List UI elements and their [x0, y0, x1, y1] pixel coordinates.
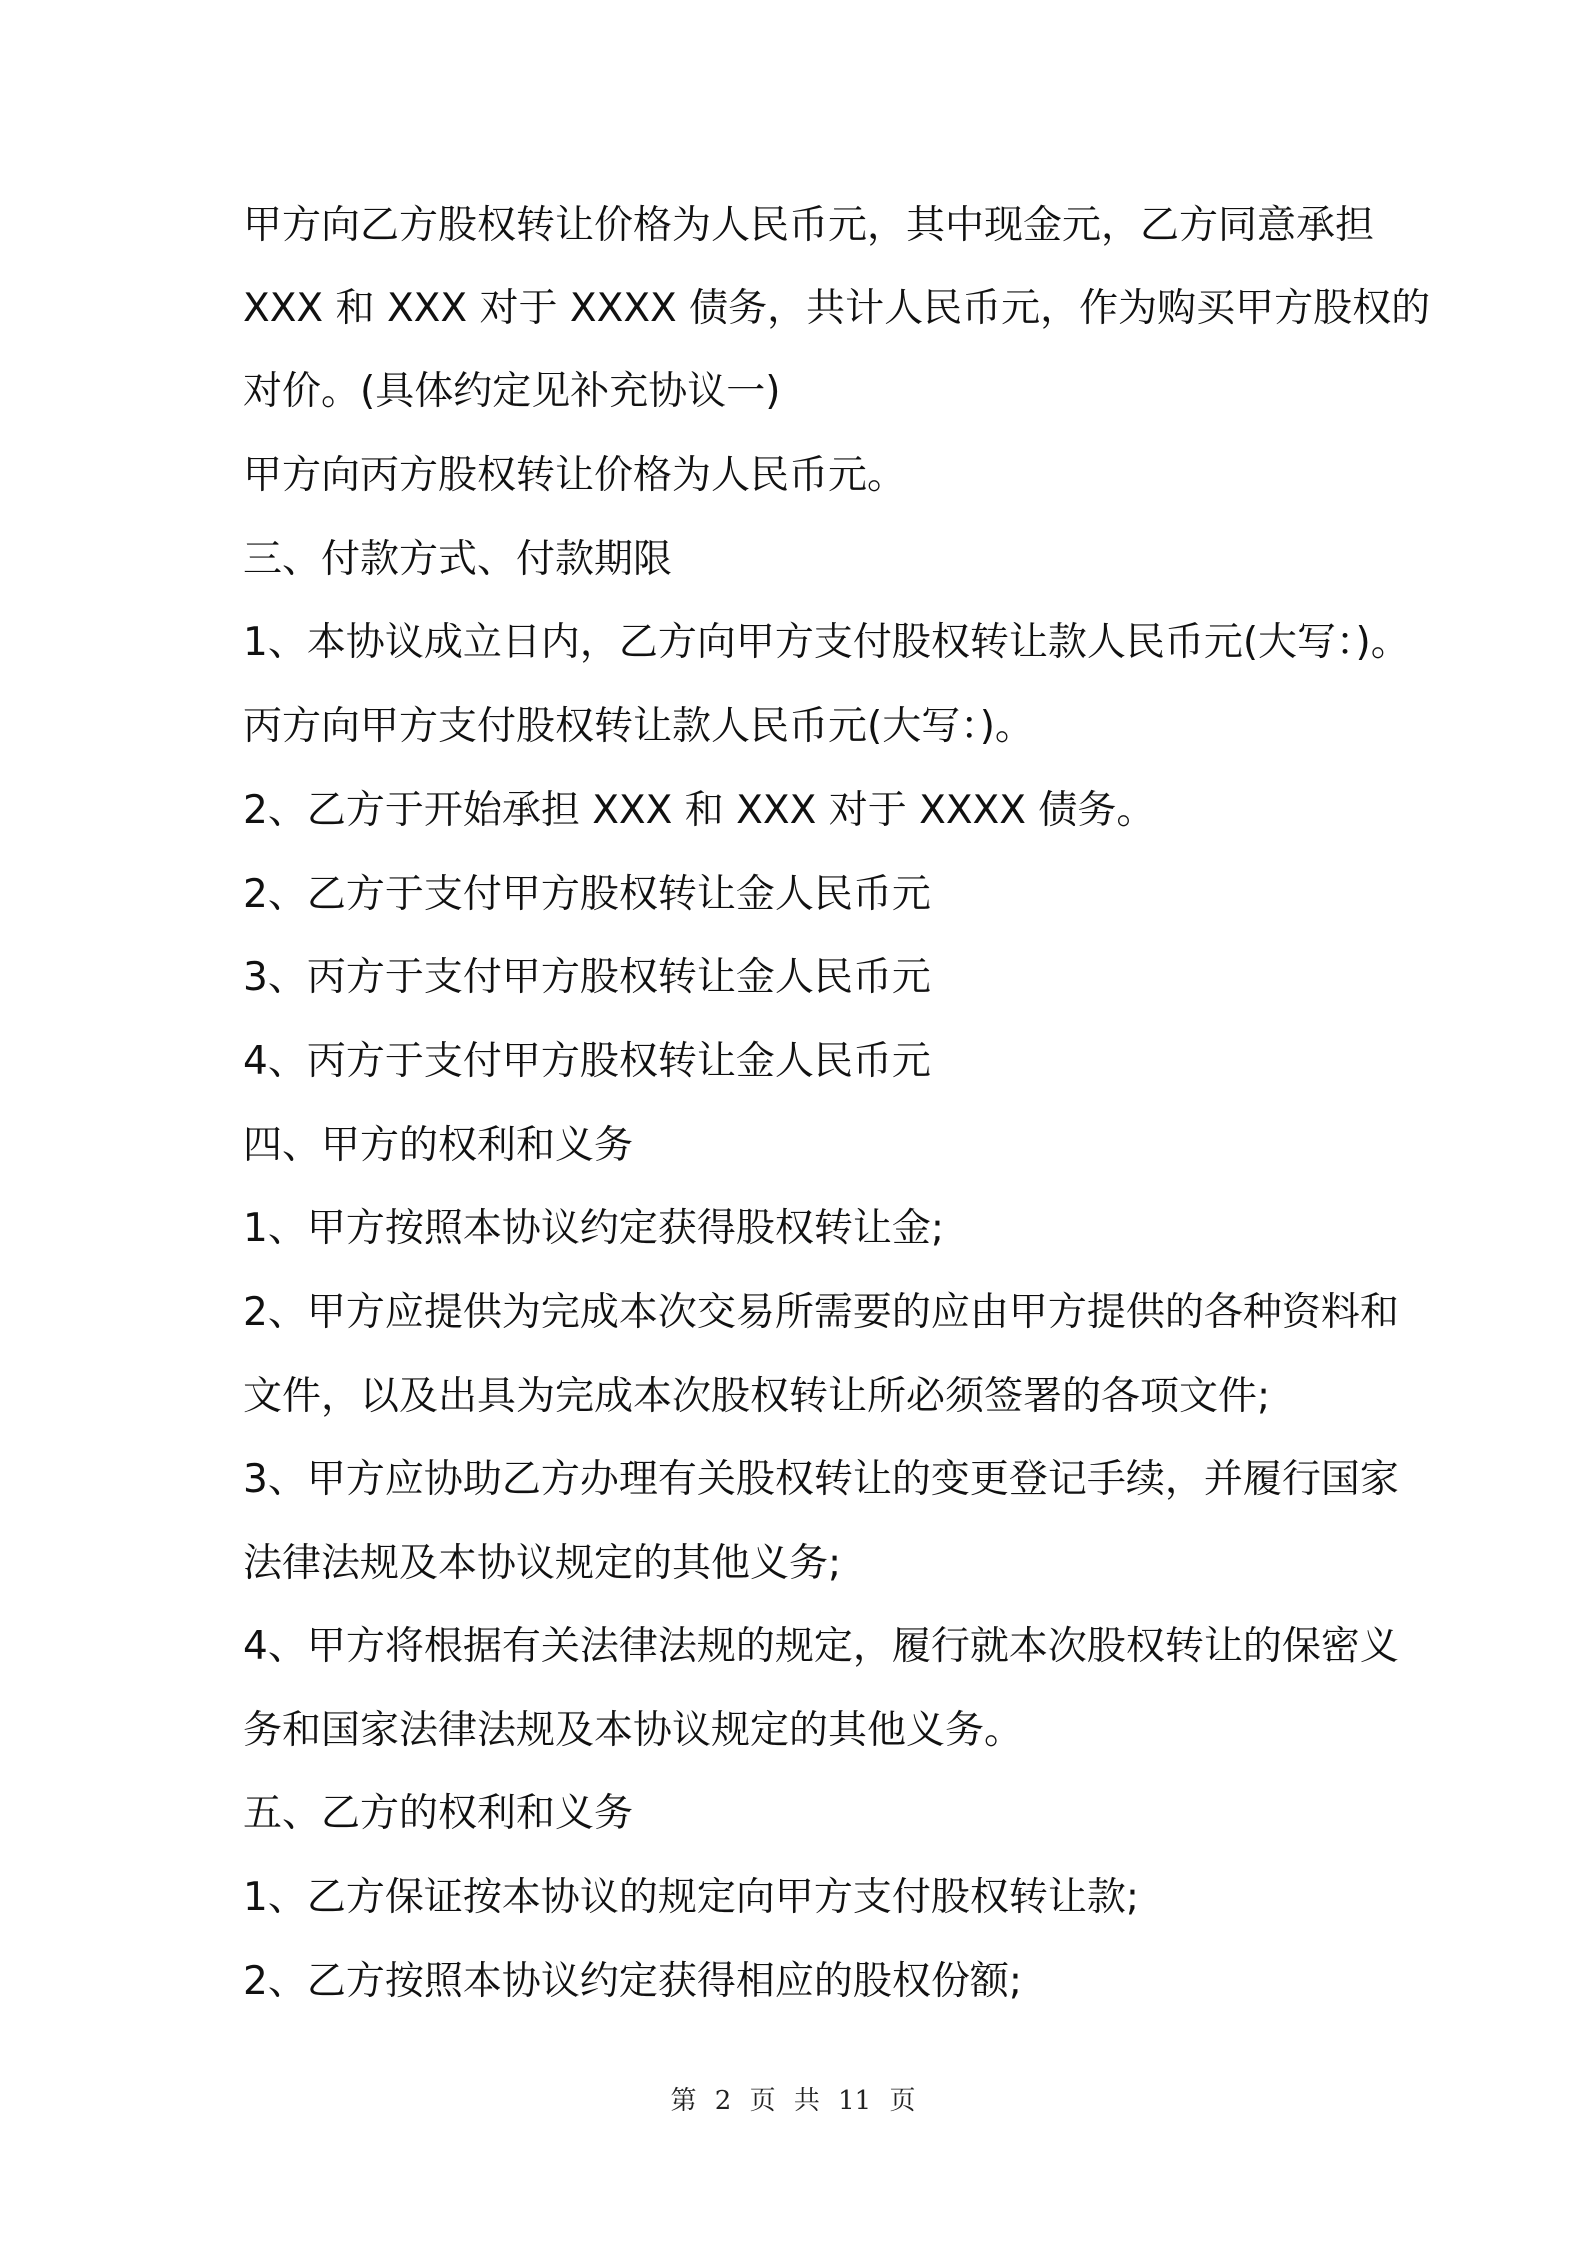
- text-line: 2、乙方于开始承担 XXX 和 XXX 对于 XXXX 债务。: [243, 788, 1156, 833]
- section-heading: 三、付款方式、付款期限: [243, 537, 673, 582]
- text-line: 2、乙方按照本协议约定获得相应的股权份额;: [243, 1959, 1022, 2004]
- text-line: 3、丙方于支付甲方股权转让金人民币元: [243, 955, 931, 1000]
- text-line: 1、甲方按照本协议约定获得股权转让金;: [243, 1206, 944, 1251]
- text-line: 2、乙方于支付甲方股权转让金人民币元: [243, 872, 931, 917]
- section-heading: 五、乙方的权利和义务: [243, 1791, 634, 1836]
- text-line: 3、甲方应协助乙方办理有关股权转让的变更登记手续，并履行国家: [243, 1457, 1399, 1502]
- text-line: 对价。(具体约定见补充协议一): [243, 369, 781, 414]
- text-line: 2、甲方应提供为完成本次交易所需要的应由甲方提供的各种资料和: [243, 1290, 1399, 1335]
- text-line: 甲方向乙方股权转让价格为人民币元，其中现金元，乙方同意承担: [243, 203, 1375, 248]
- text-line: 丙方向甲方支付股权转让款人民币元(大写：)。: [243, 704, 1034, 749]
- text-line: 1、本协议成立日内，乙方向甲方支付股权转让款人民币元(大写：)。: [243, 620, 1410, 665]
- text-line: XXX 和 XXX 对于 XXXX 债务，共计人民币元，作为购买甲方股权的: [243, 286, 1431, 331]
- text-line: 务和国家法律法规及本协议规定的其他义务。: [243, 1708, 1024, 1753]
- text-line: 法律法规及本协议规定的其他义务;: [243, 1541, 842, 1586]
- text-line: 文件，以及出具为完成本次股权转让所必须签署的各项文件;: [243, 1374, 1271, 1419]
- page-number-footer: 第 2 页 共 11 页: [670, 2086, 916, 2116]
- section-heading: 四、甲方的权利和义务: [243, 1123, 634, 1168]
- text-line: 甲方向丙方股权转让价格为人民币元。: [243, 453, 907, 498]
- text-line: 4、丙方于支付甲方股权转让金人民币元: [243, 1039, 931, 1084]
- text-line: 1、乙方保证按本协议的规定向甲方支付股权转让款;: [243, 1875, 1139, 1920]
- text-line: 4、甲方将根据有关法律法规的规定，履行就本次股权转让的保密义: [243, 1624, 1399, 1669]
